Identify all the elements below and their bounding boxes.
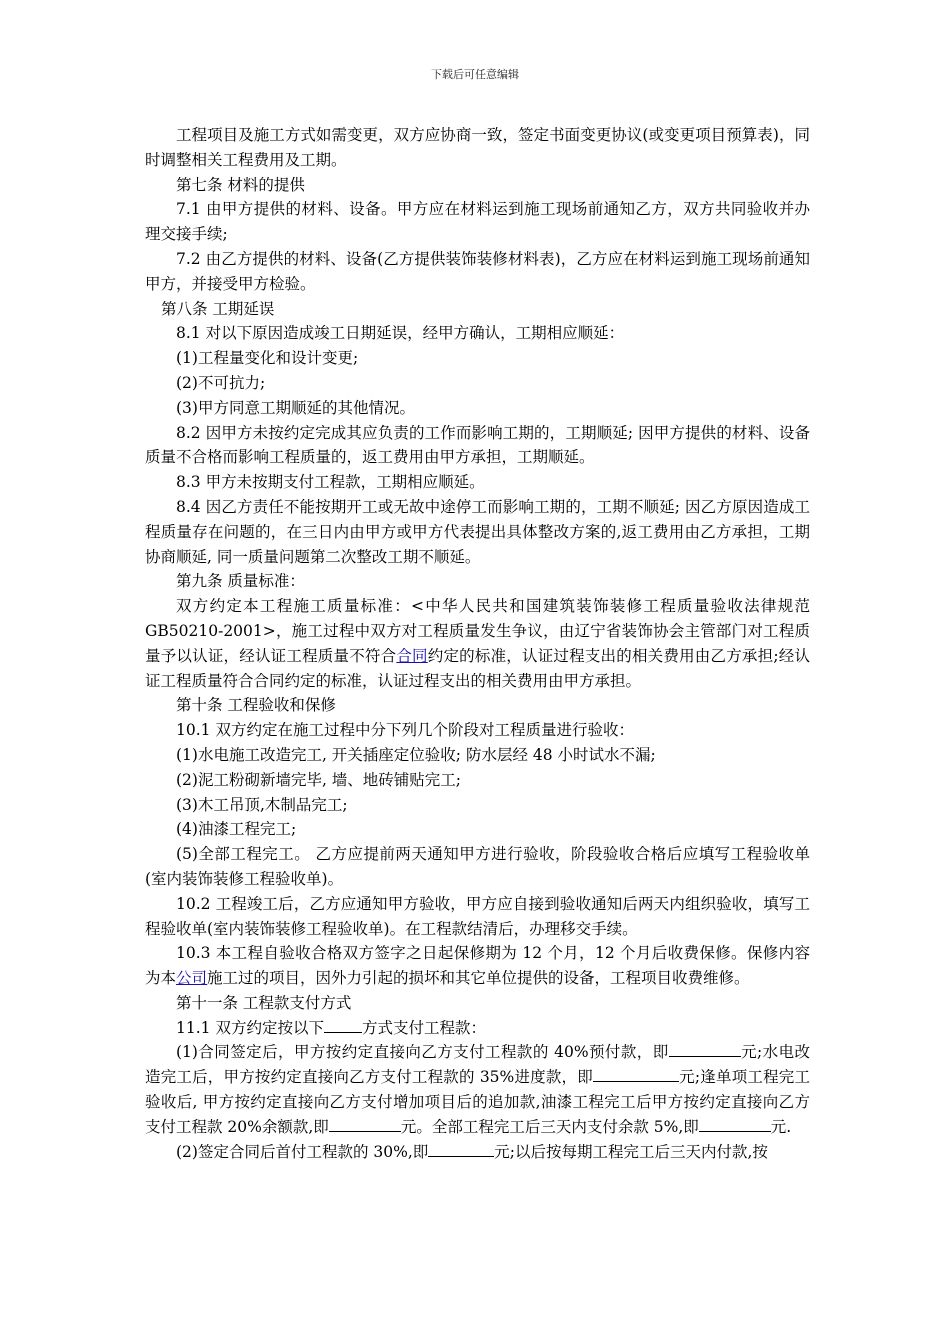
paragraph <box>145 1016 810 1041</box>
text-run: 元;逢单项工程完工验收后, 甲方按约定直接向乙方支付增加项目后的追加款,油漆工程完工后甲方按约定直接向乙方支付工程款 20%余额款,即 <box>145 1068 810 1136</box>
text-run: (1)合同签定后，甲方按约定直接向乙方支付工程款的 40%预付款，即 <box>176 1043 669 1062</box>
blank-field[interactable] <box>428 1140 494 1157</box>
list-item: (2)不可抗力; <box>176 373 266 392</box>
text-run: 10.3 本工程自验收合格双方签字之日起保修期为 12 个月，12 个月后收费保修。保修内容为本 <box>145 944 810 988</box>
document-body <box>145 123 810 1164</box>
blank-field[interactable] <box>593 1065 679 1082</box>
paragraph <box>145 1140 810 1165</box>
page-header: 下载后可任意编辑 <box>431 68 519 81</box>
text-run: 11.1 双方约定按以下 <box>176 1018 324 1037</box>
text-run: 方式支付工程款： <box>361 1018 486 1037</box>
text-run: 元。全部工程完工后三天内支付余款 5%,即 <box>400 1117 699 1136</box>
company-link[interactable]: 公司 <box>176 969 208 988</box>
article-heading: 第九条 质量标准： <box>176 572 305 591</box>
text-run: 施工过的项目，因外力引起的损坏和其它单位提供的设备，工程项目收费维修。 <box>207 969 750 988</box>
list-item: (3)木工吊顶,木制品完工; <box>176 795 348 814</box>
text-run: 双方约定本工程施工质量标准：<中华人民共和国建筑装饰装修工程质量验收法律规范 GB50210-2001>，施工过程中双方对工程质量发生争议，由辽宁省装饰协会主管部门对工程质量予以认证，经认证工程质量不符合 <box>145 597 810 665</box>
paragraph: 8.3 甲方未按期支付工程款，工期相应顺延。 <box>176 473 485 492</box>
paragraph: 8.2 因甲方未按约定完成其应负责的工作而影响工期的，工期顺延; 因甲方提供的材料、设备质量不合格而影响工程质量的，返工费用由甲方承担，工期顺延。 <box>145 423 810 467</box>
contract-link[interactable]: 合同 <box>396 646 428 665</box>
paragraph: 8.4 因乙方责任不能按期开工或无故中途停工而影响工期的，工期不顺延; 因乙方原因造成工程质量存在问题的，在三日内由甲方或甲方代表提出具体整改方案的,返工费用由乙方承担，工期协商顺延, 同一质量问题第二次整改工期不顺延。 <box>145 497 810 566</box>
text-run: 元;以后按每期工程完工后三天内付款,按 <box>494 1142 768 1161</box>
text-run: 元;水电改造完工后，甲方按约定直接向乙方支付工程款的 35%进度款，即 <box>145 1043 810 1087</box>
list-item: (3)甲方同意工期顺延的其他情况。 <box>176 398 415 417</box>
paragraph <box>145 1040 810 1139</box>
paragraph: 10.1 双方约定在施工过程中分下列几个阶段对工程质量进行验收： <box>176 721 634 740</box>
list-item: (2)泥工粉砌新墙完毕, 墙、地砖铺贴完工; <box>176 770 462 789</box>
list-item: (5)全部工程完工。 乙方应提前两天通知甲方进行验收，阶段验收合格后应填写工程验收单(室内装饰装修工程验收单)。 <box>145 845 810 888</box>
paragraph: 工程项目及施工方式如需变更，双方应协商一致，签定书面变更协议(或变更项目预算表)，同时调整相关工程费用及工期。 <box>145 126 810 169</box>
blank-field[interactable] <box>699 1115 771 1132</box>
list-item: (4)油漆工程完工; <box>176 820 297 839</box>
article-heading: 第十条 工程验收和保修 <box>176 696 336 715</box>
paragraph: 7.1 由甲方提供的材料、设备。甲方应在材料运到施工现场前通知乙方，双方共同验收并办理交接手续; <box>145 200 810 244</box>
paragraph: 7.2 由乙方提供的材料、设备(乙方提供装饰装修材料表)，乙方应在材料运到施工现场前通知甲方，并接受甲方检验。 <box>145 249 810 293</box>
paragraph: 10.2 工程竣工后，乙方应通知甲方验收，甲方应自接到验收通知后两天内组织验收，填写工程验收单(室内装饰装修工程验收单)。在工程款结清后，办理移交手续。 <box>145 894 810 938</box>
blank-field[interactable] <box>329 1115 401 1132</box>
list-item: (1)工程量变化和设计变更; <box>176 349 359 368</box>
article-heading: 第八条 工期延误 <box>161 299 275 318</box>
text-run: 元. <box>770 1117 792 1136</box>
text-run: 约定的标准，认证过程支出的相关费用由乙方承担;经认证工程质量符合合同约定的标准，认证过程支出的相关费用由甲方承担。 <box>145 646 810 690</box>
blank-field[interactable] <box>669 1040 741 1057</box>
paragraph <box>145 594 810 693</box>
paragraph <box>145 941 810 991</box>
list-item: (1)水电施工改造完工, 开关插座定位验收; 防水层经 48 小时试水不漏; <box>176 745 656 764</box>
article-heading: 第七条 材料的提供 <box>176 175 305 194</box>
blank-field[interactable] <box>324 1016 362 1033</box>
text-run: (2)签定合同后首付工程款的 30%,即 <box>176 1142 429 1161</box>
article-heading: 第十一条 工程款支付方式 <box>176 993 352 1012</box>
paragraph: 8.1 对以下原因造成竣工日期延误，经甲方确认，工期相应顺延： <box>176 324 625 343</box>
